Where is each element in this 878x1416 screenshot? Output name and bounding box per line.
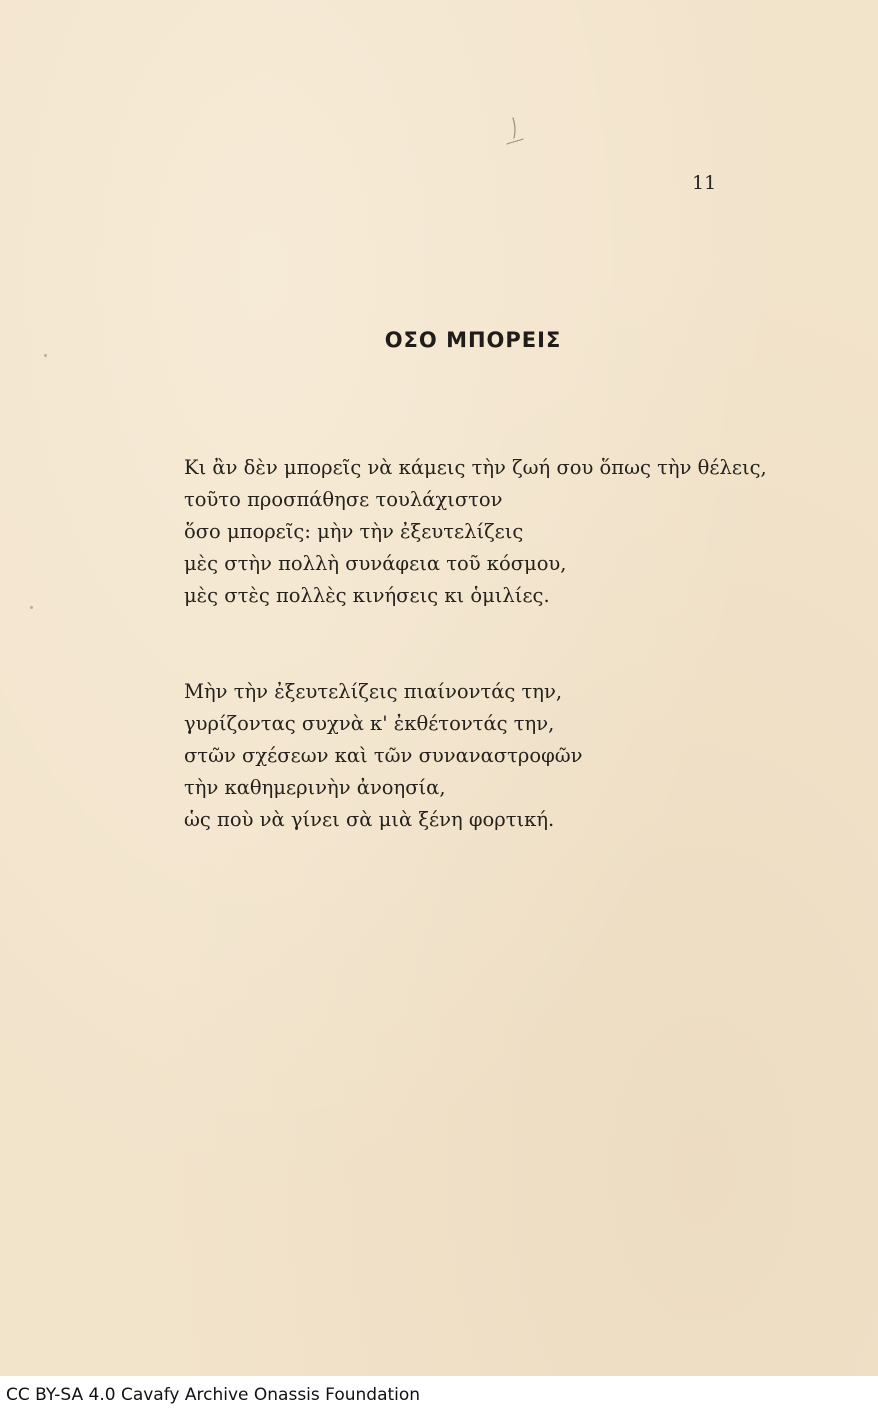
- credit-bar: [0, 1376, 878, 1416]
- verse-line: ὡς ποὺ νὰ γίνει σὰ μιὰ ξένη φορτική.: [184, 808, 555, 831]
- verse-line: τὴν καθημερινὴν ἀνοησία,: [184, 776, 446, 799]
- credit-text: CC BY-SA 4.0 Cavafy Archive Onassis Foundation: [6, 1385, 421, 1405]
- verse-line: μὲς στὴν πολλὴ συνάφεια τοῦ κόσμου,: [184, 552, 567, 575]
- page-number: 11: [692, 172, 717, 194]
- paper-speck: [44, 354, 47, 357]
- stanza-2: [184, 676, 583, 836]
- verse-line: Κι ἂν δὲν μπορεῖς νὰ κάμεις τὴν ζωή σου ὅπως τὴν θέλεις,: [184, 456, 767, 479]
- verse-line: Μὴν τὴν ἐξευτελίζεις πιαίνοντάς την,: [184, 680, 563, 703]
- paper-speck: [30, 606, 33, 609]
- verse-line: ὅσο μπορεῖς: μὴν τὴν ἐξευτελίζεις: [184, 520, 524, 543]
- verse-line: στῶν σχέσεων καὶ τῶν συναναστροφῶν: [184, 744, 583, 767]
- verse-line: τοῦτο προσπάθησε τουλάχιστον: [184, 488, 503, 511]
- verse-line: μὲς στὲς πολλὲς κινήσεις κι ὁμιλίες.: [184, 584, 550, 607]
- pencil-mark: [504, 116, 526, 150]
- stanza-1: [184, 452, 767, 612]
- verse-line: γυρίζοντας συχνὰ κ' ἐκθέτοντάς την,: [184, 712, 555, 735]
- poem-title: ΟΣΟ ΜΠΟΡΕΙΣ: [384, 328, 562, 352]
